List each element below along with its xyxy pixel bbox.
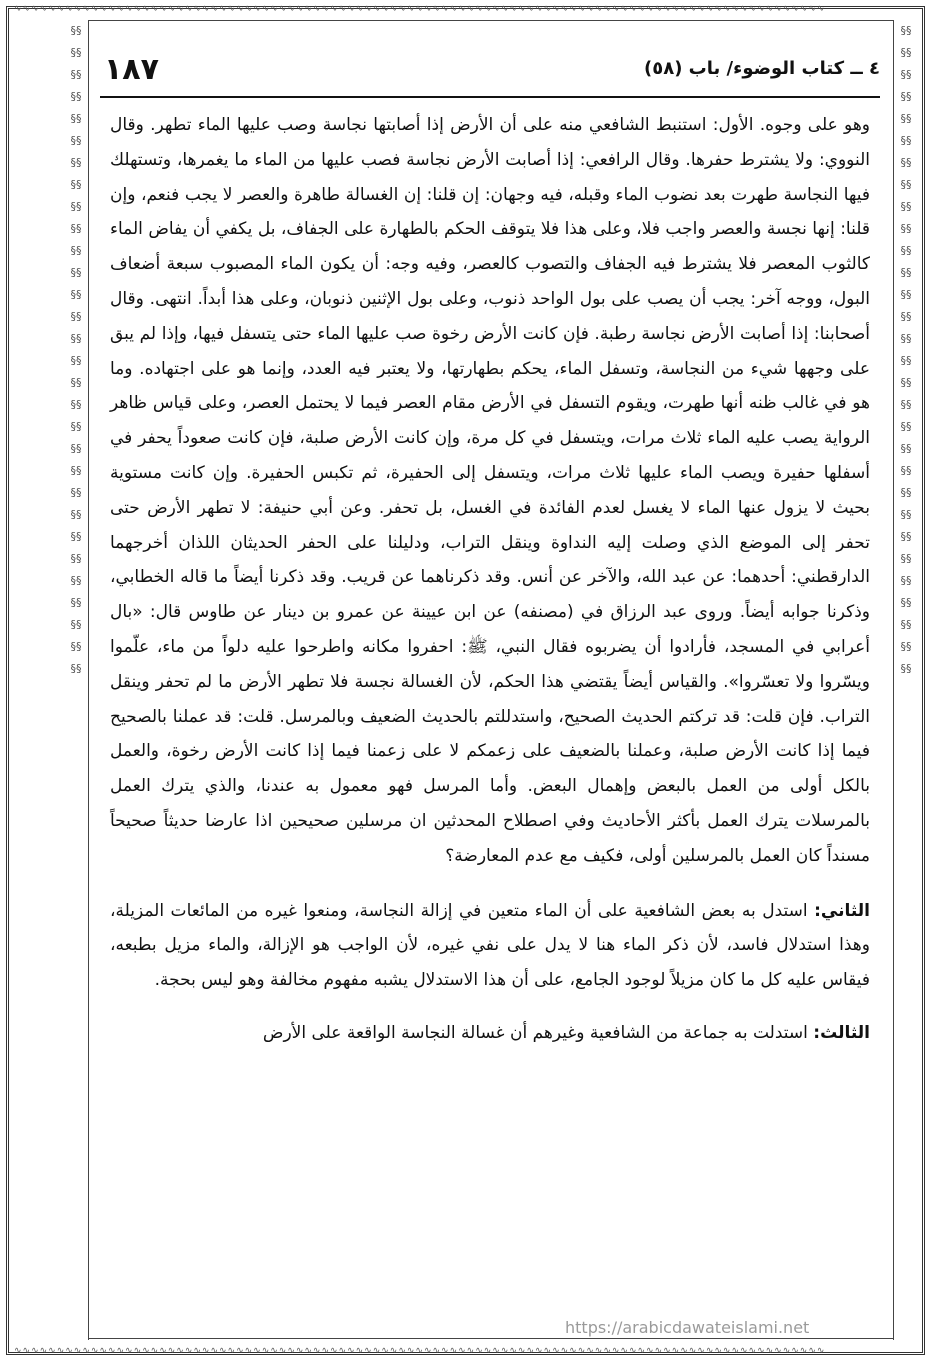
inner-rule-left — [88, 20, 89, 1340]
inner-rule-bottom — [88, 1338, 893, 1339]
inner-rule-right — [893, 20, 894, 1340]
paragraph-2-text: استدل به بعض الشافعية على أن الماء متعين في إزالة النجاسة، ومنعوا غيره من المائعات المزيلة، وهذا استدلال فاسد، لأن ذكر الماء هنا لا يدل على نفي غيره، لأن الواجب هو الإزالة، والماء مزيل بطبعه، فيقاس عليه كل ما كان مزيلاً لوجود الجامع، على أن هذا الاستدلال يشبه مفهوم مخالفة وهو ليس بحجة. — [110, 900, 870, 991]
decorative-border-right: §§§§§§§§§§§§§§§§§§§§§§§§§§§§§§§§§§§§§§§§§§§§§§§§§§§§§§§§§§§§ — [900, 24, 912, 675]
decorative-border-left: §§§§§§§§§§§§§§§§§§§§§§§§§§§§§§§§§§§§§§§§§§§§§§§§§§§§§§§§§§§§ — [70, 24, 82, 675]
chapter-title: ٤ ــ كتاب الوضوء/ باب (٥٨) — [643, 58, 880, 79]
paragraph-spacer — [110, 874, 870, 894]
decorative-border-bottom: ∿∿∿∿∿∿∿∿∿∿∿∿∿∿∿∿∿∿∿∿∿∿∿∿∿∿∿∿∿∿∿∿∿∿∿∿∿∿∿∿∿∿∿∿∿∿∿∿∿∿∿∿∿∿∿∿∿∿∿∿∿∿∿∿∿∿∿∿∿∿∿∿∿∿∿∿∿∿∿∿∿∿∿∿∿∿∿∿∿∿∿∿∿∿∿ — [14, 1346, 826, 1356]
header-divider — [100, 96, 880, 98]
page-number: ١٨٧ — [104, 52, 159, 87]
paragraph-spacer — [110, 998, 870, 1016]
page-header — [100, 50, 880, 94]
inner-rule-top — [88, 20, 893, 21]
paragraph-2-lead: الثاني: — [814, 900, 870, 921]
paragraph-1 — [110, 108, 870, 874]
body-text — [110, 108, 870, 1051]
decorative-border-top: ∿∿∿∿∿∿∿∿∿∿∿∿∿∿∿∿∿∿∿∿∿∿∿∿∿∿∿∿∿∿∿∿∿∿∿∿∿∿∿∿∿∿∿∿∿∿∿∿∿∿∿∿∿∿∿∿∿∿∿∿∿∿∿∿∿∿∿∿∿∿∿∿∿∿∿∿∿∿∿∿∿∿∿∿∿∿∿∿∿∿∿∿∿∿∿ — [14, 4, 826, 14]
paragraph-3-text: استدلت به جماعة من الشافعية وغيرهم أن غسالة النجاسة الواقعة على الأرض — [262, 1022, 814, 1043]
paragraph-1-text: وهو على وجوه. الأول: استنبط الشافعي منه على أن الأرض إذا أصابتها نجاسة وصب عليها الماء تطهر. وقال النووي: ولا يشترط حفرها. وقال الرافعي: إذا أصابت الأرض نجاسة فصب عليها من الماء ما يغمرها، وتستهلك فيها النجاسة طهرت بعد نضوب الماء وقبله، فيه وجهان: إن قلنا: إن الغسالة طاهرة والعصر لا يجب فنعم، وإن قلنا: إنها نجسة والعصر واجب فلا، وعلى هذا فلا يتوقف الحكم بالطهارة على الجفاف، بل يكفي أن يفاض الماء كالثوب المعصر فلا يشترط فيه الجفاف والتصوب كالعصر، وفيه وجه: أن يكون الماء المصبوب سبعة أضعاف البول، ووجه آخر: يجب أن يصب على بول الواحد ذنوب، وعلى بول الإثنين ذنوبان، وعلى هذا أبداً. انتهى. وقال أصحابنا: إذا أصابت الأرض نجاسة رطبة. فإن كانت الأرض رخوة صب عليها الماء حتى يتسفل فيها، وإذا لم يبق على وجهها شيء من النجاسة، وتسفل الماء، يحكم بطهارتها، ولا يعتبر فيه العدد، وإنما هو على اجتهاده. وما هو في غالب ظنه أنها طهرت، ويقوم التسفل في الأرض مقام العصر فيما لا يحتمل العصر، وعلى قياس ظاهر الرواية يصب عليه الماء ثلاث مرات، ويتسفل في كل مرة، وإن كانت الأرض صلبة، فإن كانت صعوداً يحفر في أسفلها حفيرة ويصب الماء عليها ثلاث مرات، ويتسفل إلى الحفيرة، ثم تكبس الحفيرة. وإن كانت مستوية بحيث لا يزول عنها الماء لا يغسل لعدم الفائدة في الغسل، بل تحفر. وعن أبي حنيفة: لا تطهر الأرض حتى تحفر إلى الموضع الذي وصلت إليه النداوة وينقل التراب، ودليلنا على الحفر الحديثان اللذان أخرجهما الدارقطني: أحدهما: عن عبد الله، والآخر عن أنس. وقد ذكرناهما عن قريب. وقد ذكرنا أيضاً ما قاله الخطابي، وذكرنا جوابه أيضاً. وروى عبد الرزاق في (مصنفه) عن ابن عيينة عن عمرو بن دينار عن طاوس قال: «بال أعرابي في المسجد، فأرادوا أن يضربوه فقال النبي، ﷺ: احفروا مكانه واطرحوا عليه دلواً من ماء، علّموا ويسّروا ولا تعسّروا». والقياس أيضاً يقتضي هذا الحكم، لأن الغسالة نجسة فلا تطهر الأرض ما لم تحفر وينقل التراب. فإن قلت: قد تركتم الحديث الصحيح، واستدللتم بالحديث الضعيف وبالمرسل. قلت: قد عملنا بالصحيح فيما إذا كانت الأرض صلبة، وعملنا بالضعيف على زعمكم لا على زعمنا فيما إذا كانت الأرض رخوة، والعمل بالكل أولى من العمل بالبعض وإهمال البعض. وأما المرسل فهو معمول به عندنا، والذي يترك العمل بالمرسلات يترك العمل بأكثر الأحاديث وفي اصطلاح المحدثين ان مرسلين صحيحين اذا عارضا حديثاً صحيحاً مسنداً كان العمل بالمرسلين أولى، فكيف مع عدم المعارضة؟ — [110, 115, 870, 866]
paragraph-3-lead: الثالث: — [813, 1022, 870, 1043]
watermark-url: https://arabicdawateislami.net — [565, 1318, 810, 1337]
paragraph-2 — [110, 894, 870, 998]
paragraph-3 — [110, 1016, 870, 1051]
